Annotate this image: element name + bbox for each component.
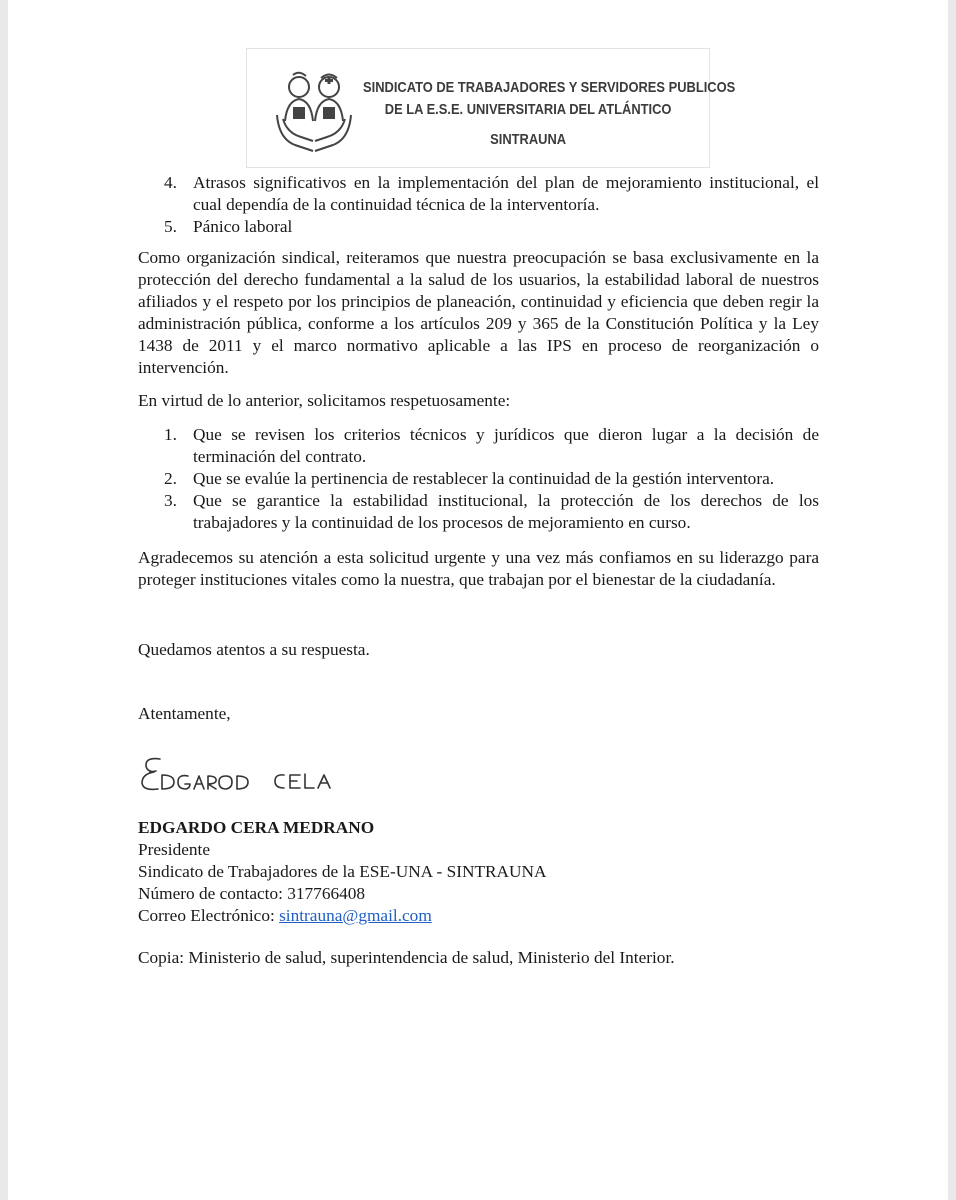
list-item-number: 2.: [164, 469, 177, 488]
phone-label: Número de contacto:: [138, 884, 288, 903]
issues-list: [138, 172, 819, 238]
letterhead-acronym: SINTRAUNA: [490, 131, 567, 148]
salutation: Atentamente,: [138, 704, 231, 723]
page-edge-right: [948, 0, 956, 1200]
list-item: [138, 172, 819, 216]
email-label: Correo Electrónico:: [138, 906, 280, 925]
handwritten-signature: [138, 747, 378, 807]
list-item: [138, 468, 819, 490]
list-item-number: 1.: [164, 425, 177, 444]
union-logo-icon: [273, 69, 355, 157]
signer-title: Presidente: [138, 840, 210, 859]
list-item: [138, 216, 819, 238]
list-item-number: 4.: [164, 173, 177, 192]
list-item-text: Atrasos significativos en la implementación del plan de mejoramiento institucional, el cual dependía de la continuidad técnica de la interventoría.: [193, 173, 819, 214]
email-link[interactable]: sintrauna@gmail.com: [279, 906, 432, 925]
paragraph-organization: Como organización sindical, reiteramos que nuestra preocupación se basa exclusivamente en la protección del derecho fundamental a la salud de los usuarios, la estabilidad laboral de nuestros afiliados y el respeto por los principios de planeación, continuidad y eficiencia que deben regir la administración pública, conforme a los artículos 209 y 365 de la Constitución Política y la Ley 1438 de 2011 y el marco normativo aplicable a las IPS en proceso de reorganización o intervención.: [138, 248, 819, 377]
requests-list: [138, 424, 819, 534]
letterhead-line1: SINDICATO DE TRABAJADORES Y SERVIDORES PUBLICOS: [363, 79, 736, 96]
page-edge-left: [0, 0, 8, 1200]
paragraph-closing: Quedamos atentos a su respuesta.: [138, 640, 370, 659]
letterhead-text: [363, 77, 736, 151]
phone-number: 317766408: [287, 884, 366, 903]
copy-recipients: Copia: Ministerio de salud, superintendencia de salud, Ministerio del Interior.: [138, 948, 675, 967]
list-item-number: 3.: [164, 491, 177, 510]
list-item: [138, 424, 819, 468]
letter-body: [138, 172, 819, 969]
paragraph-request-intro: En virtud de lo anterior, solicitamos respetuosamente:: [138, 391, 511, 410]
list-item-text: Pánico laboral: [193, 217, 293, 236]
list-item-number: 5.: [164, 217, 177, 236]
signer-phone: [138, 883, 819, 905]
signer-email: [138, 905, 819, 927]
list-item-text: Que se evalúe la pertinencia de restablecer la continuidad de la gestión interventora.: [193, 469, 775, 488]
list-item-text: Que se revisen los criterios técnicos y jurídicos que dieron lugar a la decisión de terminación del contrato.: [193, 425, 819, 466]
list-item: [138, 490, 819, 534]
signer-organization: Sindicato de Trabajadores de la ESE-UNA - SINTRAUNA: [138, 862, 547, 881]
list-item-text: Que se garantice la estabilidad institucional, la protección de los derechos de los trabajadores y la continuidad de los procesos de mejoramiento en curso.: [193, 491, 819, 532]
paragraph-thanks: Agradecemos su atención a esta solicitud urgente y una vez más confiamos en su liderazgo para proteger instituciones vitales como la nuestra, que trabajan por el bienestar de la ciudadanía.: [138, 548, 819, 589]
letterhead-line2: DE LA E.S.E. UNIVERSITARIA DEL ATLÁNTICO: [384, 101, 672, 118]
signer-name: EDGARDO CERA MEDRANO: [138, 818, 375, 837]
letterhead: [246, 48, 736, 168]
